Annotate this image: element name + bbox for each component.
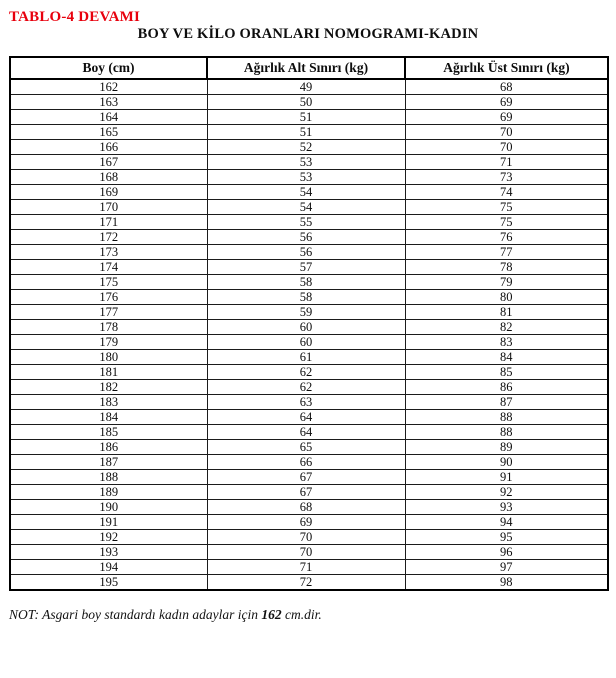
table-row: [10, 350, 608, 365]
table-cell: 86: [405, 380, 608, 395]
table-cell: 71: [207, 560, 405, 575]
table-cell: 72: [207, 575, 405, 591]
table-row: [10, 245, 608, 260]
table-cell: 90: [405, 455, 608, 470]
table-cell: 83: [405, 335, 608, 350]
table-cell: 58: [207, 290, 405, 305]
page-title: BOY VE KİLO ORANLARI NOMOGRAMI-KADIN: [137, 26, 479, 42]
table-cell: 69: [405, 95, 608, 110]
table-cell: 76: [405, 230, 608, 245]
footnote-bold-value: 162: [261, 607, 282, 622]
table-cell: 192: [10, 530, 207, 545]
table-cell: 165: [10, 125, 207, 140]
table-cell: 162: [10, 79, 207, 95]
table-row: [10, 365, 608, 380]
table-row: [10, 95, 608, 110]
table-cell: 82: [405, 320, 608, 335]
table-cell: 62: [207, 365, 405, 380]
table-row: [10, 260, 608, 275]
table-row: [10, 515, 608, 530]
table-cell: 178: [10, 320, 207, 335]
table-row: [10, 215, 608, 230]
table-cell: 75: [405, 200, 608, 215]
table-cell: 183: [10, 395, 207, 410]
table-cell: 81: [405, 305, 608, 320]
table-cell: 69: [207, 515, 405, 530]
table-cell: 91: [405, 470, 608, 485]
table-cell: 70: [405, 125, 608, 140]
table-cell: 92: [405, 485, 608, 500]
table-cell: 64: [207, 425, 405, 440]
table-row: [10, 425, 608, 440]
footnote-prefix: NOT: Asgari boy standardı kadın adaylar için: [9, 607, 262, 622]
table-row: [10, 380, 608, 395]
table-row: [10, 185, 608, 200]
table-cell: 98: [405, 575, 608, 591]
table-cell: 88: [405, 425, 608, 440]
table-row: [10, 410, 608, 425]
table-row: [10, 545, 608, 560]
table-cell: 193: [10, 545, 207, 560]
table-cell: 56: [207, 245, 405, 260]
table-cell: 53: [207, 155, 405, 170]
header-row: [10, 57, 608, 79]
table-cell: 65: [207, 440, 405, 455]
table-cell: 190: [10, 500, 207, 515]
table-cell: 167: [10, 155, 207, 170]
table-cell: 176: [10, 290, 207, 305]
table-row: [10, 110, 608, 125]
table-row: [10, 485, 608, 500]
table-cell: 49: [207, 79, 405, 95]
table-cell: 185: [10, 425, 207, 440]
table-row: [10, 575, 608, 591]
table-cell: 67: [207, 470, 405, 485]
table-cell: 57: [207, 260, 405, 275]
table-cell: 66: [207, 455, 405, 470]
table-cell: 68: [207, 500, 405, 515]
table-cell: 50: [207, 95, 405, 110]
table-cell: 69: [405, 110, 608, 125]
table-body: [10, 79, 608, 590]
table-cell: 61: [207, 350, 405, 365]
table-cell: 87: [405, 395, 608, 410]
table-cell: 54: [207, 200, 405, 215]
table-row: [10, 500, 608, 515]
table-row: [10, 140, 608, 155]
table-cell: 85: [405, 365, 608, 380]
table-cell: 94: [405, 515, 608, 530]
table-cell: 96: [405, 545, 608, 560]
table-cell: 166: [10, 140, 207, 155]
table-cell: 191: [10, 515, 207, 530]
table-cell: 67: [207, 485, 405, 500]
table-cell: 163: [10, 95, 207, 110]
table-row: [10, 320, 608, 335]
table-cell: 60: [207, 320, 405, 335]
table-cell: 189: [10, 485, 207, 500]
table-cell: 195: [10, 575, 207, 591]
column-header-alt-sinir: Ağırlık Alt Sınırı (kg): [207, 57, 405, 79]
footnote: [9, 607, 607, 623]
table-cell: 88: [405, 410, 608, 425]
table-row: [10, 275, 608, 290]
table-cell: 70: [207, 545, 405, 560]
table-cell: 181: [10, 365, 207, 380]
table-cell: 68: [405, 79, 608, 95]
table-cell: 84: [405, 350, 608, 365]
table-cell: 70: [405, 140, 608, 155]
table-row: [10, 305, 608, 320]
table-cell: 77: [405, 245, 608, 260]
table-cell: 194: [10, 560, 207, 575]
table-cell: 168: [10, 170, 207, 185]
table-cell: 182: [10, 380, 207, 395]
table-cell: 180: [10, 350, 207, 365]
table-cell: 51: [207, 110, 405, 125]
table-cell: 79: [405, 275, 608, 290]
table-label: TABLO-4 DEVAMI: [9, 9, 141, 25]
table-row: [10, 530, 608, 545]
table-cell: 71: [405, 155, 608, 170]
table-cell: 60: [207, 335, 405, 350]
table-row: [10, 395, 608, 410]
table-cell: 95: [405, 530, 608, 545]
table-row: [10, 440, 608, 455]
table-row: [10, 230, 608, 245]
table-cell: 53: [207, 170, 405, 185]
table-row: [10, 125, 608, 140]
table-header: [10, 57, 608, 79]
table-cell: 70: [207, 530, 405, 545]
table-cell: 164: [10, 110, 207, 125]
table-cell: 171: [10, 215, 207, 230]
table-cell: 78: [405, 260, 608, 275]
table-cell: 75: [405, 215, 608, 230]
column-header-ust-sinir: Ağırlık Üst Sınırı (kg): [405, 57, 608, 79]
table-cell: 93: [405, 500, 608, 515]
table-cell: 63: [207, 395, 405, 410]
table-cell: 177: [10, 305, 207, 320]
table-row: [10, 335, 608, 350]
table-cell: 59: [207, 305, 405, 320]
table-cell: 74: [405, 185, 608, 200]
table-cell: 62: [207, 380, 405, 395]
table-cell: 175: [10, 275, 207, 290]
table-cell: 58: [207, 275, 405, 290]
table-cell: 186: [10, 440, 207, 455]
table-cell: 169: [10, 185, 207, 200]
table-cell: 54: [207, 185, 405, 200]
footnote-suffix: cm.dir.: [281, 607, 322, 622]
column-header-boy: Boy (cm): [10, 57, 207, 79]
table-cell: 73: [405, 170, 608, 185]
nomogram-table: [9, 56, 609, 591]
table-row: [10, 290, 608, 305]
table-row: [10, 155, 608, 170]
table-cell: 64: [207, 410, 405, 425]
table-row: [10, 200, 608, 215]
table-cell: 173: [10, 245, 207, 260]
table-row: [10, 470, 608, 485]
table-row: [10, 455, 608, 470]
table-cell: 179: [10, 335, 207, 350]
table-row: [10, 170, 608, 185]
table-cell: 56: [207, 230, 405, 245]
table-cell: 97: [405, 560, 608, 575]
table-cell: 80: [405, 290, 608, 305]
table-cell: 174: [10, 260, 207, 275]
table-cell: 187: [10, 455, 207, 470]
table-row: [10, 560, 608, 575]
table-cell: 172: [10, 230, 207, 245]
table-cell: 52: [207, 140, 405, 155]
table-row: [10, 79, 608, 95]
table-cell: 89: [405, 440, 608, 455]
table-cell: 51: [207, 125, 405, 140]
table-cell: 188: [10, 470, 207, 485]
table-cell: 170: [10, 200, 207, 215]
table-cell: 55: [207, 215, 405, 230]
table-cell: 184: [10, 410, 207, 425]
